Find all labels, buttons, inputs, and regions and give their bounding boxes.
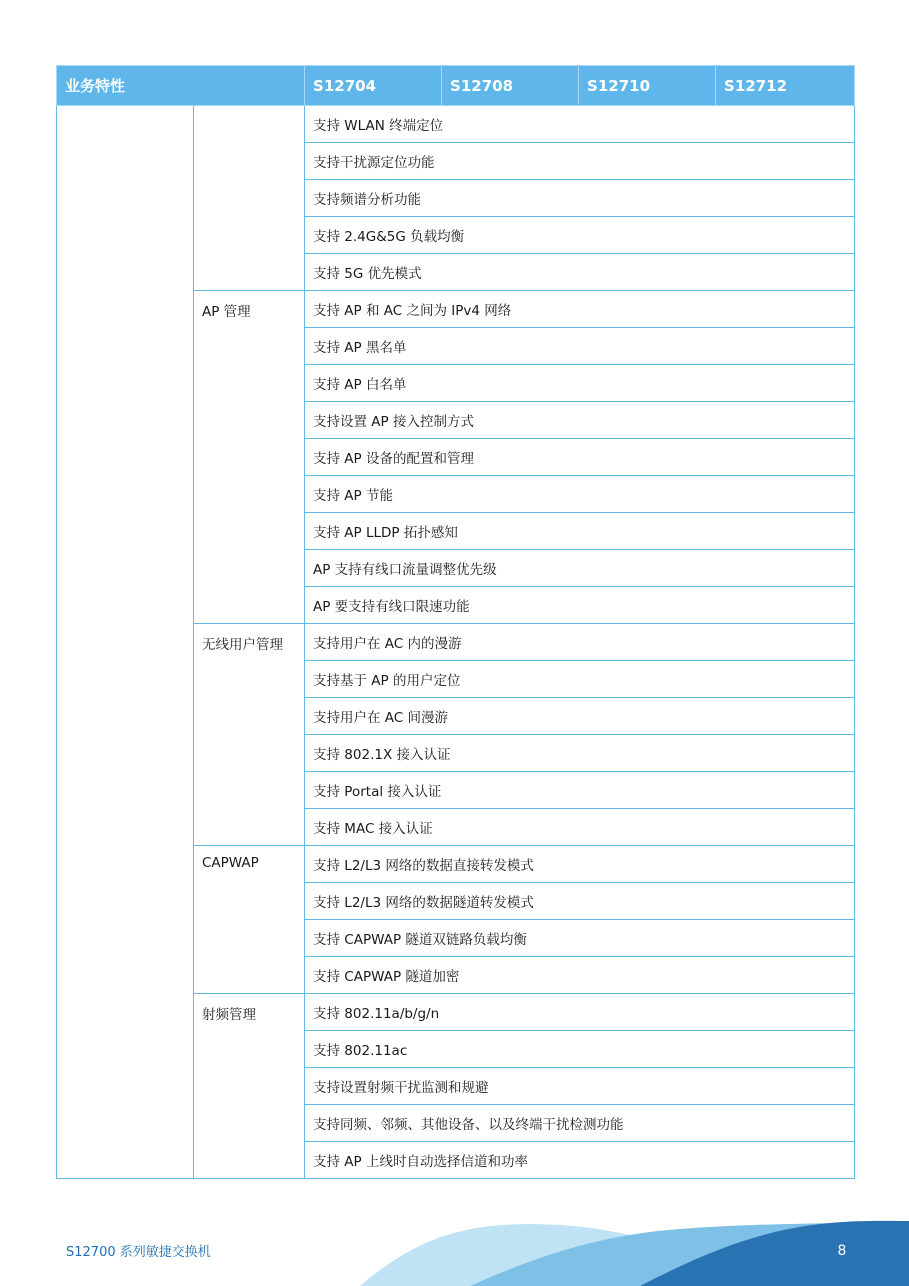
feature-cell: 支持 AP 上线时自动选择信道和功率 bbox=[305, 1142, 855, 1179]
spec-table bbox=[56, 65, 855, 1179]
subcategory-cell: 无线用户管理 bbox=[194, 624, 305, 846]
feature-cell: 支持 2.4G&5G 负载均衡 bbox=[305, 217, 855, 254]
subcategory-cell: AP 管理 bbox=[194, 291, 305, 624]
feature-cell: 支持用户在 AC 内的漫游 bbox=[305, 624, 855, 661]
feature-cell: 支持 MAC 接入认证 bbox=[305, 809, 855, 846]
subcategory-cell: 射频管理 bbox=[194, 994, 305, 1179]
footer-title: S12700 系列敏捷交换机 bbox=[66, 1245, 211, 1260]
feature-cell: 支持 AP 黑名单 bbox=[305, 328, 855, 365]
feature-cell: 支持用户在 AC 间漫游 bbox=[305, 698, 855, 735]
feature-cell: 支持设置射频干扰监测和规避 bbox=[305, 1068, 855, 1105]
feature-cell: 支持 AP 和 AC 之间为 IPv4 网络 bbox=[305, 291, 855, 328]
feature-cell: 支持 802.1X 接入认证 bbox=[305, 735, 855, 772]
page-number: 8 bbox=[837, 1243, 847, 1259]
feature-cell: 支持 CAPWAP 隧道双链路负载均衡 bbox=[305, 920, 855, 957]
feature-cell: 支持同频、邻频、其他设备、以及终端干扰检测功能 bbox=[305, 1105, 855, 1142]
feature-cell: 支持干扰源定位功能 bbox=[305, 143, 855, 180]
header-feature: 业务特性 bbox=[57, 66, 305, 106]
feature-cell: 支持 CAPWAP 隧道加密 bbox=[305, 957, 855, 994]
header-s12708: S12708 bbox=[442, 66, 579, 106]
feature-cell: 支持频谱分析功能 bbox=[305, 180, 855, 217]
category-cell bbox=[57, 106, 194, 1179]
feature-cell: 支持基于 AP 的用户定位 bbox=[305, 661, 855, 698]
feature-cell: 支持 AP 设备的配置和管理 bbox=[305, 439, 855, 476]
feature-cell: AP 要支持有线口限速功能 bbox=[305, 587, 855, 624]
feature-cell: 支持 802.11a/b/g/n bbox=[305, 994, 855, 1031]
footer-wave-decoration bbox=[0, 1215, 909, 1286]
feature-cell: 支持 AP 节能 bbox=[305, 476, 855, 513]
feature-cell: 支持 L2/L3 网络的数据直接转发模式 bbox=[305, 846, 855, 883]
feature-cell: 支持 WLAN 终端定位 bbox=[305, 106, 855, 143]
feature-cell: 支持设置 AP 接入控制方式 bbox=[305, 402, 855, 439]
feature-cell: AP 支持有线口流量调整优先级 bbox=[305, 550, 855, 587]
feature-cell: 支持 Portal 接入认证 bbox=[305, 772, 855, 809]
table-row bbox=[57, 106, 855, 143]
feature-cell: 支持 AP 白名单 bbox=[305, 365, 855, 402]
subcategory-cell: CAPWAP bbox=[194, 846, 305, 994]
feature-cell: 支持 L2/L3 网络的数据隧道转发模式 bbox=[305, 883, 855, 920]
feature-cell: 支持 802.11ac bbox=[305, 1031, 855, 1068]
header-s12710: S12710 bbox=[579, 66, 716, 106]
feature-cell: 支持 5G 优先模式 bbox=[305, 254, 855, 291]
subcategory-cell bbox=[194, 106, 305, 291]
table-body bbox=[57, 106, 855, 1179]
header-s12712: S12712 bbox=[716, 66, 855, 106]
table-header-row bbox=[57, 66, 855, 106]
feature-cell: 支持 AP LLDP 拓扑感知 bbox=[305, 513, 855, 550]
header-s12704: S12704 bbox=[305, 66, 442, 106]
